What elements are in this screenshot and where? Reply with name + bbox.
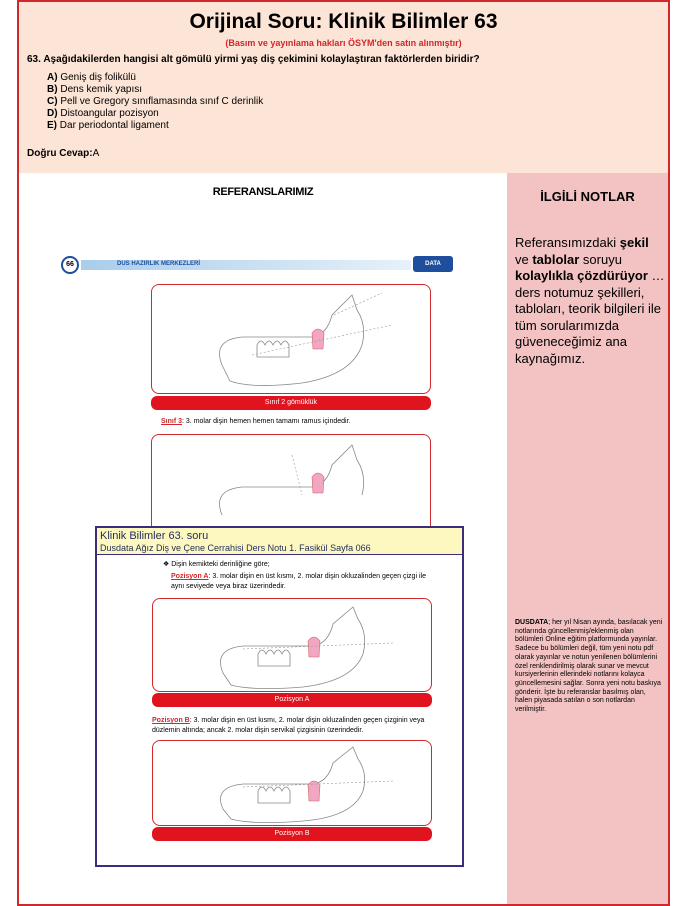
notes-panel <box>507 173 668 904</box>
figure-pozisyon-b-caption: Pozisyon B <box>152 827 432 841</box>
jaw-illustration-b <box>153 741 433 827</box>
option-a: A) Geniş diş folikülü <box>47 72 136 83</box>
figure-sinif2-caption: Sınıf 2 gömüklük <box>151 396 431 410</box>
option-c: C) Pell ve Gregory sınıflamasında sınıf C derinlik <box>47 96 264 107</box>
overlay-header <box>97 528 462 555</box>
answer-options <box>47 72 263 132</box>
page-title: Orijinal Soru: Klinik Bilimler 63 <box>189 10 498 33</box>
overlay-subtitle: Dusdata Ağız Diş ve Çene Cerrahisi Ders Notu 1. Fasikül Sayfa 066 <box>100 543 371 553</box>
figure-pozisyon-a-caption: Pozisyon A <box>152 693 432 707</box>
copyright-note: (Basım ve yayınlama hakları ÖSYM'den satın alınmıştır) <box>225 38 462 48</box>
notes-title: İLGİLİ NOTLAR <box>540 189 635 204</box>
jaw-illustration-1 <box>152 285 432 395</box>
question-text <box>27 54 480 65</box>
page-frame <box>17 0 670 906</box>
sinif3-description: Sınıf 3: 3. molar dişin hemen hemen tamamı ramus içindedir. <box>161 418 351 425</box>
question-stem: Aşağıdakilerden hangisi alt gömülü yirmi yaş diş çekimini kolaylaştıran faktörlerden biridir? <box>43 54 480 65</box>
overlay-title: Klinik Bilimler 63. soru <box>100 530 209 542</box>
figure-sinif2 <box>151 284 431 394</box>
book-page-number: 66 <box>61 256 79 274</box>
option-d: D) Distoangular pozisyon <box>47 108 159 119</box>
pozisyon-b-text: Pozisyon B: 3. molar dişin en üst kısmı, 2. molar dişin okluzalinden geçen çizginin veya düzlemin altında; ancak 2. molar dişin servikal çizgisinin üzerindedir. <box>152 717 425 734</box>
question-number: 63. <box>27 54 41 65</box>
notes-text: Referansımızdaki şekil ve tablolar soruyu kolaylıkla çözdürüyor …ders notumuz şekilleri, tabloları, teorik bilgileri ile tüm sorularımızda güveneceğimiz ana kaynağımız. <box>515 235 665 366</box>
option-e: E) Dar periodontal ligament <box>47 120 169 131</box>
dusdata-note: DUSDATA; her yıl Nisan ayında, basılacak yeni notlarında güncellenmiş/eklenmiş olan bölümleri Online eğitim platformunda yayınlar. Sadece bu bölümleri değil, tüm yeni notu pdf olarak yayınlar ve notun yenilenen bölümlerini özel renklendirilmiş olarak sunar ve mevcut kursiyerlerinin ellerindeki notlarını kolayca güncellemesini sağlar. Sonra yeni notu baskıya gönderir. İşte bu referanslar basılmış olan, halen piyasada satılan o son notlardan verilmiştir. <box>515 619 663 714</box>
question-section <box>19 2 668 173</box>
overlay-bullet: ❖ Dişin kemikteki derinliğine göre; <box>163 561 270 568</box>
correct-answer: Doğru Cevap:A <box>27 148 100 159</box>
dusdata-logo: DATA <box>413 256 453 272</box>
figure-pozisyon-b <box>152 740 432 826</box>
reference-overlay <box>95 526 464 867</box>
references-title: REFERANSLARIMIZ <box>212 186 314 198</box>
book-page-header <box>61 256 453 274</box>
option-b: B) Dens kemik yapısı <box>47 84 143 95</box>
pozisyon-a-text: Pozisyon A: 3. molar dişin en üst kısmı, 2. molar dişin okluzalinden geçen çizgi ile aynı seviyede veya biraz üzerindedir. <box>171 573 426 590</box>
book-header-bar: DUS HAZIRLIK MERKEZLERİ <box>81 260 411 270</box>
figure-pozisyon-a <box>152 598 432 692</box>
jaw-illustration-a <box>153 599 433 693</box>
